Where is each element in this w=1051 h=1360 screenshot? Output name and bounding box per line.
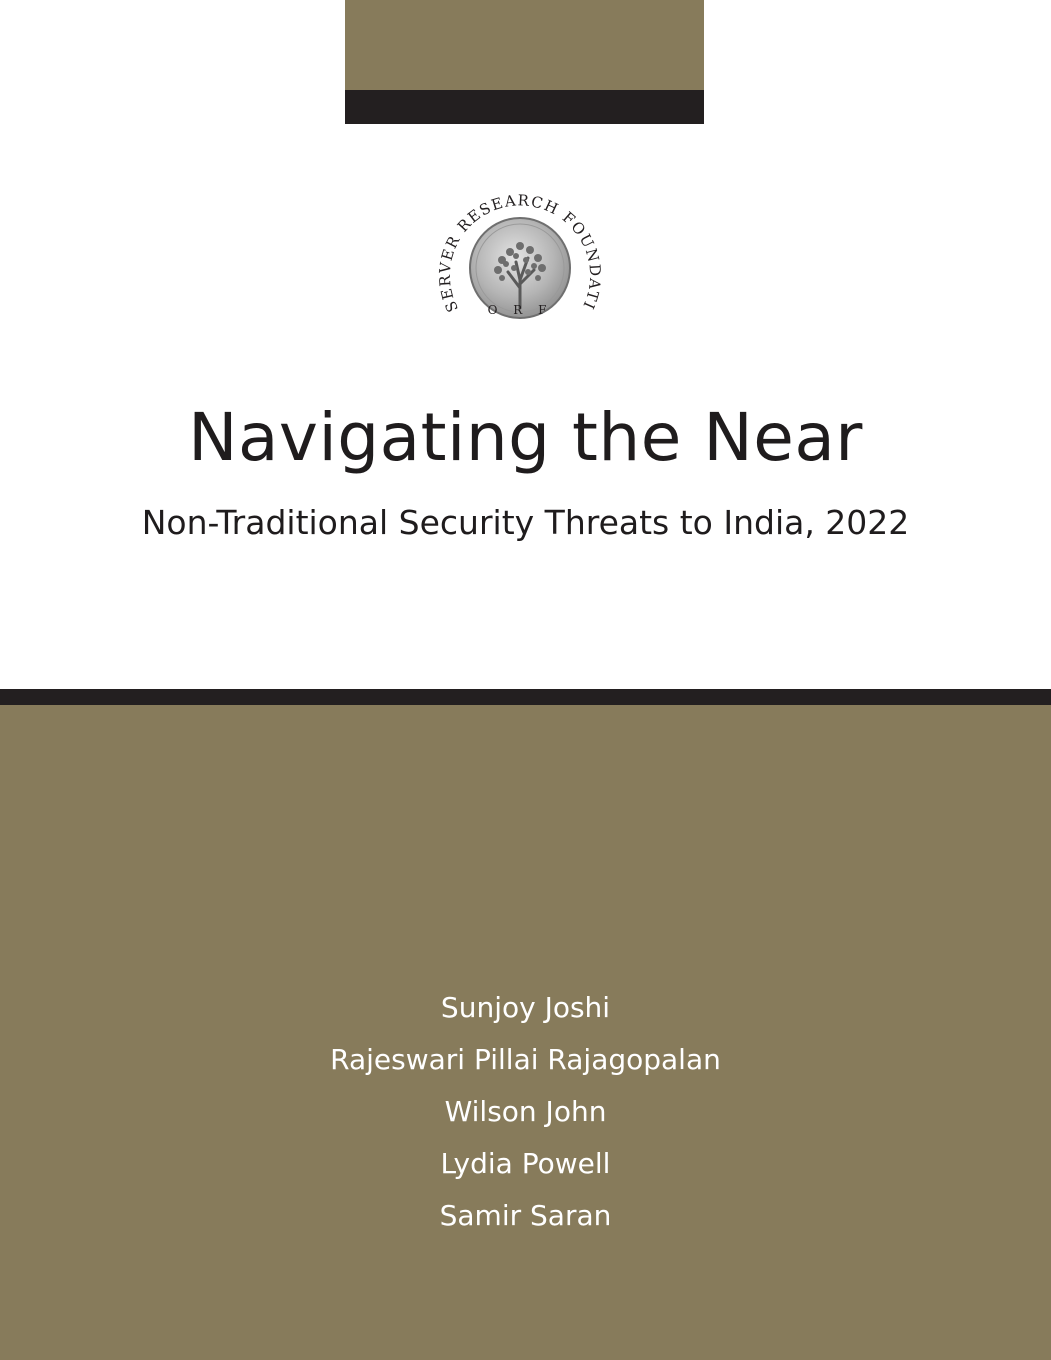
logo-initials: O R F [487, 303, 553, 317]
orf-logo [430, 188, 610, 358]
author-name: Lydia Powell [440, 1147, 611, 1180]
author-list [0, 982, 1051, 1242]
author-name: Sunjoy Joshi [440, 991, 611, 1024]
page-title: Navigating the Near [188, 399, 863, 476]
top-dark-bar [345, 90, 704, 124]
section-divider [0, 689, 1051, 705]
tree-seal-icon [430, 188, 610, 358]
author-name: Wilson John [444, 1095, 607, 1128]
author-name: Samir Saran [439, 1199, 612, 1232]
author-name: Rajeswari Pillai Rajagopalan [330, 1043, 721, 1076]
page-subtitle: Non-Traditional Security Threats to India, 2022 [141, 503, 910, 542]
logo-ring-text: SERVER RESEARCH FOUNDATI [435, 191, 605, 315]
top-accent-block [345, 0, 704, 90]
